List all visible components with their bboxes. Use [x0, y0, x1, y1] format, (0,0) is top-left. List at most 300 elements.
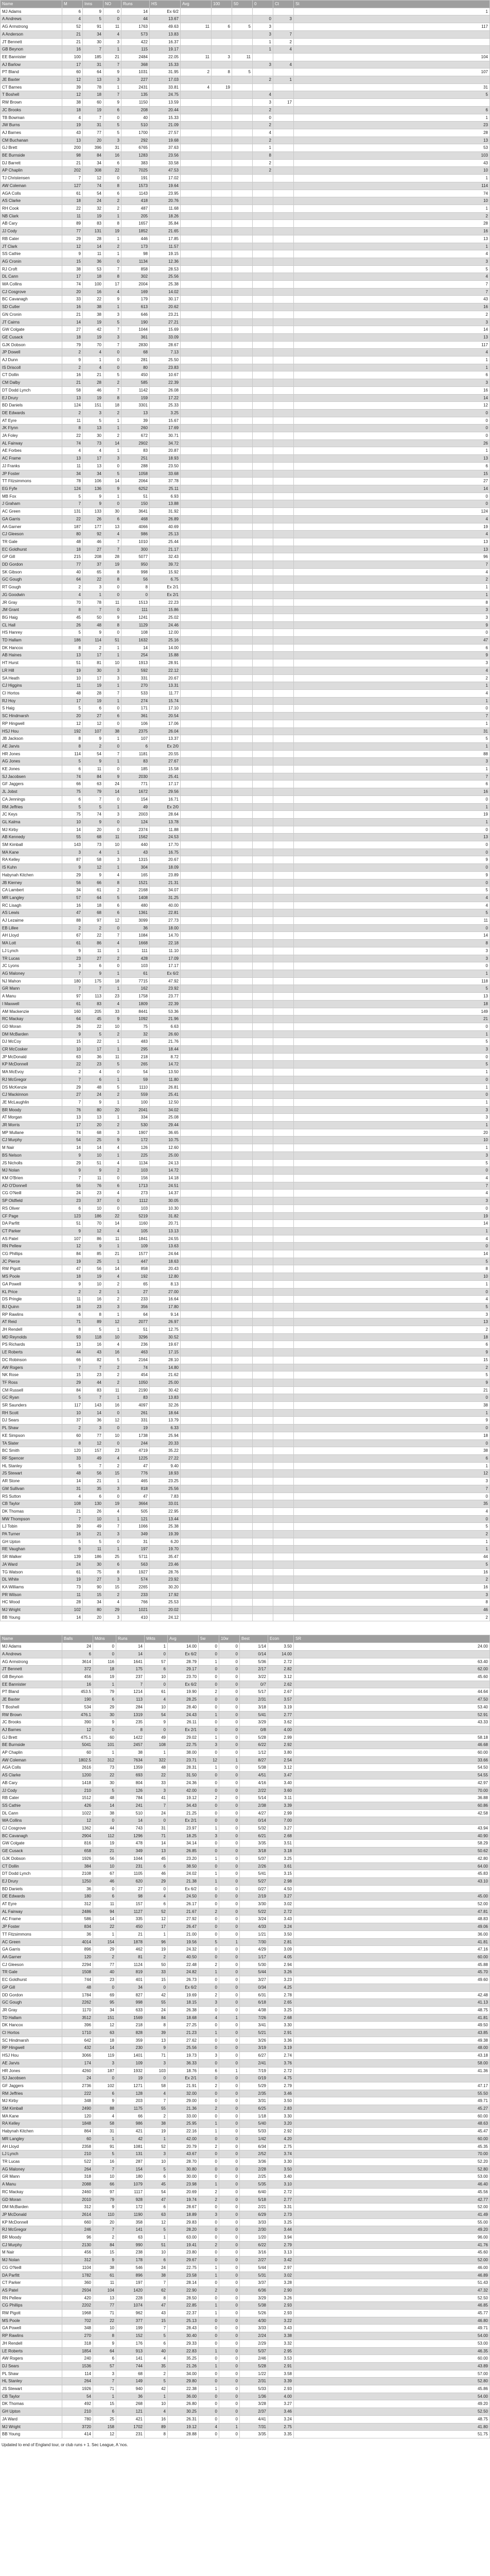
stat-cell	[212, 1326, 232, 1334]
stat-cell: 1/36	[240, 2393, 268, 2400]
stat-cell: 3/22	[240, 1673, 268, 1681]
stat-cell	[273, 250, 294, 258]
stat-cell: 22	[83, 296, 103, 303]
stat-cell: 3	[103, 38, 121, 46]
stat-cell: 27	[83, 713, 103, 720]
table-row	[1, 2393, 490, 2400]
stat-cell: 0	[199, 2393, 219, 2400]
stat-cell: 9	[103, 1137, 121, 1144]
stat-cell	[253, 977, 273, 985]
stat-cell: 6	[83, 962, 103, 970]
player-name-cell: LJ Lynch	[1, 947, 62, 955]
stat-cell: 1	[294, 1083, 490, 1091]
stat-cell	[181, 46, 212, 54]
stat-cell	[273, 258, 294, 265]
stat-cell	[273, 1386, 294, 1394]
stat-cell: 8	[62, 425, 83, 432]
stat-cell: 3.40	[268, 1779, 294, 1787]
stat-cell: 2/24	[240, 2332, 268, 2340]
table-row	[1, 1098, 490, 1106]
table-row	[1, 689, 490, 697]
stat-cell: 3/35	[240, 2431, 268, 2438]
stat-cell: 9	[103, 296, 121, 303]
stat-cell: 0/27	[240, 1885, 268, 1893]
stat-cell: 73	[93, 1764, 116, 1772]
stat-cell	[273, 1243, 294, 1250]
stat-cell	[212, 667, 232, 674]
stat-cell: 3296	[121, 1333, 150, 1341]
stat-cell: 40	[93, 1969, 116, 1976]
stat-cell: 15	[294, 1356, 490, 1364]
player-name-cell: AG Armstrong	[1, 23, 62, 31]
stat-cell: 45.86	[294, 2385, 490, 2393]
stat-cell	[253, 834, 273, 841]
player-name-cell: CG Phillips	[1, 1250, 62, 1258]
stat-cell	[181, 349, 212, 357]
stat-cell: 40.90	[294, 1832, 490, 1840]
player-name-cell: RC Lisagh	[1, 902, 62, 909]
stat-cell: 42.77	[294, 2196, 490, 2204]
stat-cell: 150	[121, 500, 150, 508]
stat-cell: 2.72	[268, 2067, 294, 2075]
stat-cell: 0	[219, 1984, 240, 1991]
stat-cell: 3.62	[268, 1719, 294, 1726]
stat-cell: 61	[62, 940, 83, 947]
stat-cell	[273, 1030, 294, 1038]
stat-cell: 3.44	[268, 2226, 294, 2234]
stat-cell	[273, 917, 294, 925]
stat-cell: 158	[93, 2423, 116, 2431]
stat-cell: 41.81	[294, 1938, 490, 1946]
stat-cell: 3/28	[240, 2400, 268, 2408]
stat-cell	[181, 1273, 212, 1281]
stat-cell: 0	[219, 1916, 240, 1923]
stat-cell	[273, 341, 294, 349]
stat-cell: 8	[103, 394, 121, 402]
stat-cell: 76	[83, 1182, 103, 1190]
stat-cell: 84	[145, 2014, 168, 2022]
stat-cell: 133	[83, 508, 103, 516]
stat-cell: 2.83	[268, 2105, 294, 2113]
player-name-cell: JP Foster	[1, 470, 62, 478]
stat-cell: 7	[83, 1394, 103, 1402]
stat-cell: 1420	[116, 2286, 145, 2294]
stat-cell	[212, 152, 232, 160]
table-row	[1, 1976, 490, 1984]
table-row	[1, 2400, 490, 2408]
stat-cell	[232, 318, 253, 326]
stat-cell: 82	[83, 1356, 103, 1364]
stat-cell: 14	[121, 8, 150, 15]
stat-cell: 13.83	[150, 30, 181, 38]
stat-cell: 12	[62, 91, 83, 99]
stat-cell: 1	[219, 1756, 240, 1764]
stat-cell: 0	[93, 1885, 116, 1893]
stat-cell	[232, 8, 253, 15]
stat-cell: 573	[121, 30, 150, 38]
stat-cell: 4	[103, 1190, 121, 1197]
stat-cell	[232, 493, 253, 500]
stat-cell: 1	[103, 1326, 121, 1334]
stat-cell	[181, 1182, 212, 1190]
stat-cell: 18	[294, 1432, 490, 1439]
stat-cell: 172	[116, 2204, 145, 2211]
stat-cell: 185	[83, 53, 103, 61]
stat-cell	[181, 667, 212, 674]
stat-cell: 26.60	[150, 1030, 181, 1038]
table-row	[1, 122, 490, 129]
table-row	[1, 23, 490, 31]
stat-cell: 18	[294, 1000, 490, 1008]
player-name-cell: DK Thomas	[1, 1507, 62, 1515]
stat-cell	[253, 1356, 273, 1364]
stat-cell: 13	[62, 137, 83, 144]
stat-cell: 61	[145, 1688, 168, 1696]
stat-cell	[273, 864, 294, 872]
stat-cell: 2	[199, 2105, 219, 2113]
stat-cell	[253, 303, 273, 311]
stat-cell: 2902	[121, 439, 150, 447]
stat-cell: 4066	[121, 523, 150, 531]
stat-cell: 896	[62, 1946, 93, 1954]
stat-cell	[273, 940, 294, 947]
stat-cell: 7	[62, 985, 83, 993]
stat-cell: 22.90	[168, 2286, 199, 2294]
stat-cell: 3/29	[240, 1719, 268, 1726]
stat-cell	[181, 30, 212, 38]
stat-cell: 49.71	[294, 2325, 490, 2332]
stat-cell: 27.25	[168, 2022, 199, 2029]
stat-cell: 31	[294, 727, 490, 735]
stat-cell: 18	[62, 1303, 83, 1311]
stat-cell: 0	[219, 2370, 240, 2378]
stat-cell: 42	[116, 2135, 145, 2143]
stat-cell: 2/41	[240, 2059, 268, 2067]
stat-cell: 28.79	[168, 1658, 199, 1666]
player-name-cell: BD Daniels	[1, 402, 62, 410]
stat-cell	[181, 1614, 212, 1621]
stat-cell	[253, 849, 273, 856]
stat-cell: 15	[294, 470, 490, 478]
stat-cell	[212, 1356, 232, 1364]
stat-cell: 5	[232, 23, 253, 31]
stat-cell	[232, 1614, 253, 1621]
stat-cell: 57	[93, 2362, 116, 2370]
stat-cell: 264	[62, 2378, 93, 2385]
stat-cell: 34	[116, 1984, 145, 1991]
table-row	[1, 720, 490, 727]
stat-cell: 89	[145, 2423, 168, 2431]
stat-cell: 18	[62, 1273, 83, 1281]
stat-cell: 254	[121, 652, 150, 659]
stat-cell: 3.30	[268, 2112, 294, 2120]
stat-cell	[273, 644, 294, 652]
player-name-cell: MJ Nolan	[1, 1167, 62, 1175]
stat-cell	[232, 652, 253, 659]
stat-cell: 2010	[62, 2196, 93, 2204]
stat-cell: 1092	[121, 1015, 150, 1023]
player-name-cell: SJ Jacobsen	[1, 773, 62, 781]
stat-cell: 0	[103, 1197, 121, 1205]
stat-cell: 2	[62, 1425, 83, 1432]
stat-cell: 19.64	[150, 182, 181, 190]
stat-cell: 30	[83, 432, 103, 440]
stat-cell: 2/37	[240, 2408, 268, 2416]
stat-cell	[232, 1538, 253, 1546]
stat-cell: 0	[219, 2355, 240, 2363]
stat-cell: 465	[121, 1478, 150, 1485]
stat-cell	[212, 1333, 232, 1341]
stat-cell: 46.40	[294, 2181, 490, 2189]
stat-cell: 6/22	[240, 1741, 268, 1749]
stat-cell	[273, 546, 294, 553]
stat-cell: 312	[93, 1756, 116, 1764]
stat-cell	[181, 455, 212, 463]
stat-cell: 14.72	[150, 1167, 181, 1175]
stat-cell: 91	[93, 2143, 116, 2150]
stat-cell: 135	[121, 91, 150, 99]
stat-cell: 3/33	[240, 2325, 268, 2332]
stat-cell: 39	[62, 83, 83, 91]
stat-cell	[294, 1681, 490, 1688]
stat-cell	[181, 1303, 212, 1311]
stat-cell	[273, 735, 294, 743]
stat-cell: 9	[294, 871, 490, 879]
stat-cell: 19.41	[168, 2241, 199, 2249]
stat-cell: 0	[294, 409, 490, 417]
stat-cell: 414	[62, 2431, 93, 2438]
stat-cell: 28.43	[168, 2325, 199, 2332]
stat-cell: 0	[219, 1877, 240, 1885]
stat-cell	[232, 576, 253, 584]
stat-cell: 0	[93, 1984, 116, 1991]
stat-cell: 3.51	[268, 1840, 294, 1848]
stat-cell: 89	[83, 1318, 103, 1326]
stat-cell	[212, 175, 232, 182]
stat-cell: 13	[62, 394, 83, 402]
stat-cell: 22.81	[150, 909, 181, 917]
stat-cell: 10	[145, 1703, 168, 1711]
stat-cell: 6	[62, 1311, 83, 1318]
stat-cell	[253, 879, 273, 887]
stat-cell: 0	[103, 1205, 121, 1212]
stat-cell: 35	[145, 2362, 168, 2370]
stat-cell: 1	[294, 697, 490, 705]
stat-cell: 300	[121, 546, 150, 553]
stat-cell: 0	[294, 1091, 490, 1099]
stat-cell	[181, 894, 212, 902]
stat-cell: 1	[294, 1098, 490, 1106]
stat-cell	[232, 1364, 253, 1371]
stat-cell: 928	[116, 2196, 145, 2204]
stat-cell: 3.30	[268, 2022, 294, 2029]
stat-cell: 0/8	[240, 1726, 268, 1734]
stat-cell: 8	[62, 606, 83, 614]
player-name-cell: EE Bannister	[1, 53, 62, 61]
stat-cell: 38	[83, 311, 103, 318]
stat-cell: 2.82	[268, 1666, 294, 1673]
stat-cell: 83	[121, 1394, 150, 1402]
stat-cell: 3.02	[268, 2272, 294, 2279]
stat-cell	[181, 1364, 212, 1371]
stat-cell	[253, 1174, 273, 1182]
stat-cell	[273, 977, 294, 985]
player-name-cell: EJ Drury	[1, 1877, 62, 1885]
stat-cell: 1	[253, 144, 273, 152]
stat-cell: 5/36	[240, 1658, 268, 1666]
stat-cell: 0	[199, 1901, 219, 1908]
stat-cell: 16	[103, 1402, 121, 1410]
stat-cell: 52.50	[294, 2408, 490, 2416]
player-name-cell: AG Armstrong	[1, 1658, 62, 1666]
stat-cell: 2.54	[268, 1756, 294, 1764]
stat-cell	[273, 357, 294, 364]
stat-cell: 24	[145, 1809, 168, 1817]
player-name-cell: AB Cary	[1, 1779, 62, 1787]
table-row	[1, 2226, 490, 2234]
stat-cell	[232, 1311, 253, 1318]
stat-cell: 4	[103, 1144, 121, 1152]
table-row	[1, 538, 490, 546]
column-header: Ct	[273, 1, 294, 8]
stat-cell: 156	[121, 1174, 150, 1182]
stat-cell: 77	[93, 1961, 116, 1969]
stat-cell: 23.46	[150, 1561, 181, 1568]
stat-cell: 16.64	[150, 1296, 181, 1303]
stat-cell	[253, 742, 273, 750]
stat-cell: 23.71	[168, 1756, 199, 1764]
stat-cell	[232, 606, 253, 614]
stat-cell: 6	[83, 705, 103, 713]
stat-cell: 3.24	[268, 1923, 294, 1931]
stat-cell: 118	[294, 977, 490, 985]
stat-cell: 1	[93, 1930, 116, 1938]
stat-cell: 11	[103, 23, 121, 31]
table-row	[1, 902, 490, 909]
player-name-cell: PT Bland	[1, 69, 62, 76]
stat-cell	[273, 23, 294, 31]
stat-cell: 104	[294, 53, 490, 61]
stat-cell: 3.46	[268, 2090, 294, 2097]
stat-cell: 10	[103, 1023, 121, 1030]
stat-cell: 27	[83, 1576, 103, 1584]
stat-cell: 2	[103, 205, 121, 212]
stat-cell: 1/21	[240, 1930, 268, 1938]
stat-cell: 30	[83, 667, 103, 674]
stat-cell	[253, 887, 273, 894]
stat-cell: 1854	[62, 2347, 93, 2355]
stat-cell	[232, 417, 253, 425]
stat-cell: 1713	[121, 1182, 150, 1190]
stat-cell: 1	[199, 1711, 219, 1719]
stat-cell: 9	[294, 1379, 490, 1386]
stat-cell: 0	[199, 2340, 219, 2347]
stat-cell: 6	[145, 1666, 168, 1673]
stat-cell: 51	[103, 637, 121, 645]
stat-cell	[212, 144, 232, 152]
stat-cell	[294, 46, 490, 54]
player-name-cell: AC Green	[1, 508, 62, 516]
stat-cell: 27.62	[168, 2037, 199, 2044]
stat-cell	[181, 1409, 212, 1417]
stat-cell: 2/22	[240, 1787, 268, 1794]
stat-cell: 6	[294, 781, 490, 788]
stat-cell	[181, 493, 212, 500]
stat-cell: 1079	[116, 2181, 145, 2189]
stat-cell	[253, 947, 273, 955]
stat-cell: 83	[121, 758, 150, 766]
stat-cell: 1	[253, 46, 273, 54]
stat-cell: 5	[93, 2150, 116, 2158]
stat-cell: 2.79	[268, 2082, 294, 2090]
table-row	[1, 8, 490, 15]
stat-cell: 45.60	[294, 2249, 490, 2257]
stat-cell: 18	[83, 273, 103, 281]
stat-cell: 8/27	[240, 1756, 268, 1764]
column-header: M	[62, 1, 83, 8]
table-row	[1, 1182, 490, 1190]
table-row	[1, 1220, 490, 1228]
table-row	[1, 303, 490, 311]
player-name-cell: CR McCosker	[1, 1046, 62, 1054]
stat-cell: 77	[62, 561, 83, 569]
table-row	[1, 2173, 490, 2181]
stat-cell: 9	[62, 864, 83, 872]
stat-cell	[212, 1243, 232, 1250]
stat-cell: 3	[93, 2059, 116, 2067]
stat-cell: 41.81	[294, 2014, 490, 2022]
stat-cell: 0	[199, 1923, 219, 1931]
player-name-cell: MA McEvoy	[1, 1069, 62, 1076]
stat-cell: 1569	[116, 2014, 145, 2022]
stat-cell: 2.74	[268, 2052, 294, 2060]
stat-cell: 3.18	[268, 1848, 294, 1855]
player-name-cell: CM Russell	[1, 1386, 62, 1394]
stat-cell: 47.53	[150, 167, 181, 175]
stat-cell	[181, 1265, 212, 1273]
stat-cell: 0	[219, 1923, 240, 1931]
stat-cell	[181, 212, 212, 220]
stat-cell: 0	[253, 114, 273, 122]
stat-cell	[181, 1394, 212, 1402]
stat-cell: 8	[62, 1439, 83, 1447]
player-name-cell: GF Jaggers	[1, 2082, 62, 2090]
stat-cell: 5/38	[240, 1764, 268, 1772]
stat-cell: 0	[103, 114, 121, 122]
stat-cell: 2	[294, 1364, 490, 1371]
stat-cell: 28.25	[168, 1696, 199, 1704]
stat-cell: 4/16	[240, 1779, 268, 1787]
stat-cell: 119	[93, 2052, 116, 2060]
table-row	[1, 1946, 490, 1954]
player-name-cell: JH Rendell	[1, 1326, 62, 1334]
stat-cell: 58	[93, 2120, 116, 2128]
stat-cell: 25.95	[168, 2120, 199, 2128]
table-row	[1, 500, 490, 508]
stat-cell	[273, 462, 294, 470]
stat-cell	[273, 742, 294, 750]
stat-cell: 28	[83, 689, 103, 697]
stat-cell	[232, 947, 253, 955]
stat-cell: 3	[103, 1485, 121, 1493]
table-row	[1, 1606, 490, 1614]
player-name-cell: AG Cronin	[1, 258, 62, 265]
stat-cell: 54.00	[294, 2332, 490, 2340]
stat-cell: 1	[145, 2135, 168, 2143]
stat-cell	[253, 379, 273, 387]
stat-cell	[273, 1439, 294, 1447]
stat-cell: 0	[199, 1650, 219, 1658]
